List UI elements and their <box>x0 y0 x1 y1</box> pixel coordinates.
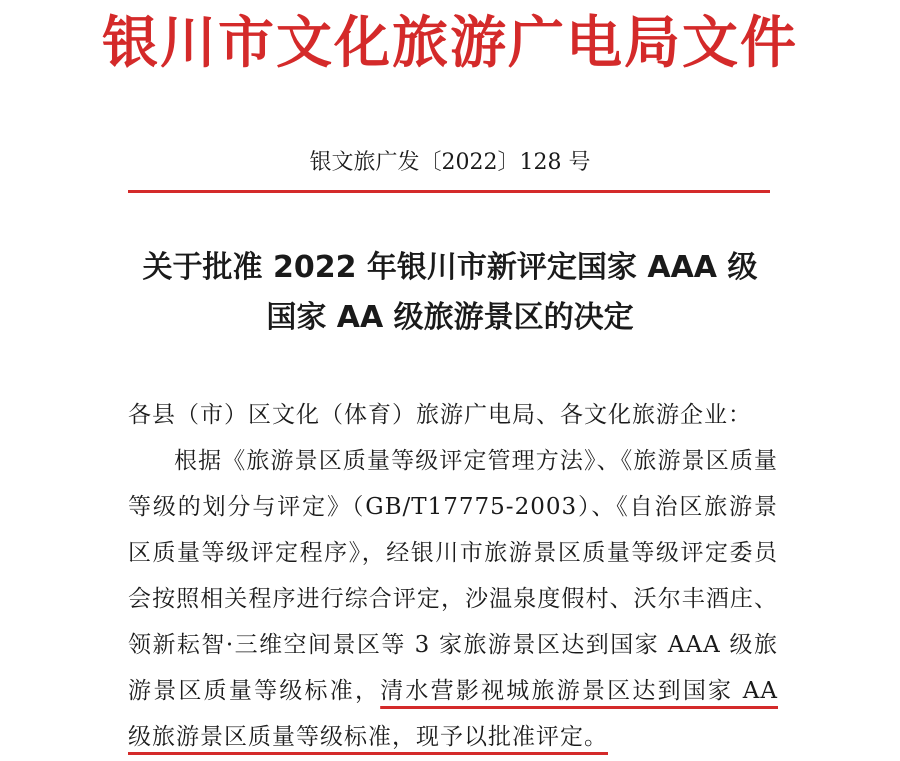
document-number: 银文旅广发〔2022〕128 号 <box>309 150 591 175</box>
red-divider <box>128 190 770 193</box>
document-title-line-1: 关于批准 2022 年银川市新评定国家 AAA 级 <box>142 250 758 285</box>
body-paragraph <box>128 438 778 760</box>
document-title-line-2: 国家 AA 级旅游景区的决定 <box>266 300 634 335</box>
paragraph-text: 根据《旅游景区质量等级评定管理方法》、《旅游景区质量等级的划分与评定》（GB/T17775-2003）、《自治区旅游景区质量等级评定程序》，经银川市旅游景区质量等级评定委员会按照相关程序进行综合评定，沙温泉度假村、沃尔丰酒庄、领新耘智·三维空间景区等 3 家旅游景区达到国家 AAA 级旅游景区质量等级标准， <box>128 448 778 704</box>
highlighted-text: 清水营影视城旅游景区达到国家 AA 级旅游景区质量等级标准，现予以批准评定。 <box>128 678 778 750</box>
issuer-masthead: 银川市文化旅游广电局文件 <box>102 11 798 76</box>
salutation: 各县（市）区文化（体育）旅游广电局、各文化旅游企业： <box>128 402 752 428</box>
